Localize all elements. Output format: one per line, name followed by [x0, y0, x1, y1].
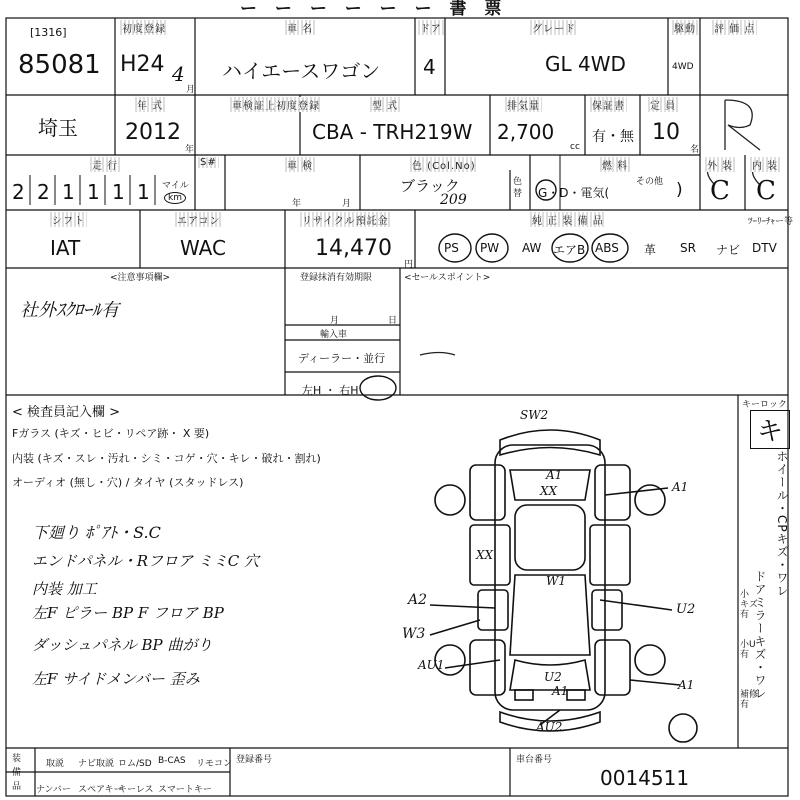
label-grade: グレード [530, 20, 578, 35]
label-warranty: 保証書 [590, 97, 627, 112]
footer-cell: キーレス [118, 785, 154, 795]
odo-digit: 1 [87, 180, 100, 204]
sales-label: <セールスポイント> [404, 273, 491, 283]
diagram-mark: A1 [552, 684, 569, 698]
reg-month: 4 [172, 62, 185, 86]
inspector-line3: オーディオ (無し・穴) / タイヤ (スタッドレス) [12, 476, 244, 489]
label-shift: シフト [50, 212, 87, 227]
caution-text: 社外ｽｸﾛｰﾙ有 [20, 300, 119, 321]
label-interior: 内 装 [750, 157, 780, 172]
recycle-val: 14,470 [315, 236, 392, 261]
fuel-options: G・D・電気( [538, 186, 610, 200]
odo-digit: 2 [37, 180, 50, 204]
diagram-mark: AU1 [418, 658, 445, 672]
equip-ps: PS [444, 241, 459, 255]
label-drive: 駆動 [672, 20, 698, 35]
diagram-mark: AU2 [536, 720, 563, 734]
footer-left-label: 装備品 [12, 754, 22, 792]
label-aircon: エアコン [175, 212, 223, 227]
label-fuel: 燃 料 [600, 157, 630, 172]
label-displacement: 排気量 [505, 97, 542, 112]
odo-digit: 1 [62, 180, 75, 204]
reg-day: 日 [388, 316, 398, 326]
mileage-unit: マイル [162, 181, 189, 191]
color-no: 209 [440, 192, 467, 208]
chassis-number: 0014511 [600, 766, 690, 790]
equip-sr: SR [680, 241, 696, 255]
label-door: ドア [418, 20, 444, 35]
recycle-unit: 円 [404, 260, 414, 270]
lot-number: 85081 [18, 50, 101, 80]
import-label: 輸入車 [320, 330, 348, 340]
steering-opt: 左H ・ 右H [302, 384, 359, 397]
diagram-mark: U2 [676, 602, 696, 617]
label-capacity: 定 員 [648, 97, 678, 112]
footer-cell: ロム/SD [118, 759, 152, 769]
car-name: ハイエースワゴン [222, 59, 381, 83]
fuel-close: ) [676, 180, 683, 200]
diagram-mark: XX [540, 484, 558, 498]
month-unit: 月 [186, 85, 196, 95]
mileage-km: km [164, 192, 186, 204]
reg-month: 月 [330, 316, 340, 326]
hand-note: 左F サイドメンバー 歪み [32, 670, 200, 688]
equip-navi: ナビ [716, 243, 741, 257]
equip-dtv: DTV [752, 241, 777, 255]
sub-note-1: 小キズ有 [740, 590, 758, 620]
inspector-line2: 内装 (キズ・スレ・汚れ・シミ・コゲ・穴・キレ・破れ・割れ) [12, 452, 321, 465]
footer-cell: ナビ取説 [78, 759, 115, 769]
cc-unit: cc [570, 142, 580, 152]
color-change: 色替 [513, 177, 523, 199]
equip-airbag: エアB [553, 243, 586, 257]
equip-pw: PW [480, 241, 500, 255]
key-mark: キ [750, 410, 790, 449]
insp-month: 月 [342, 199, 352, 209]
inspector-title: < 検査員記入欄 > [12, 405, 121, 420]
vertical-note-2: ドアミラーキズ・ワレ [753, 570, 767, 700]
hand-note: 下廻り ﾎﾟｱﾄ・S.C [32, 523, 161, 542]
footer-cell: リモコン [196, 759, 233, 769]
year-unit: 年 [185, 145, 195, 155]
vertical-note-1: ホイール・CPキズ・ワレ [775, 450, 789, 598]
label-recycle: リサイクル預託金 [300, 212, 391, 227]
diagram-mark: A1 [672, 480, 689, 494]
label-inspection: 車 検 [285, 157, 315, 172]
inspector-line1: Fガラス (キズ・ヒビ・リペア跡・ X 要) [12, 427, 210, 440]
warranty-opts: 有・無 [592, 129, 634, 145]
diagram-mark: A2 [408, 592, 428, 608]
insp-year: 年 [292, 199, 302, 209]
equip-abs: ABS [595, 241, 619, 255]
area: 埼玉 [38, 116, 78, 140]
footer-cell: ナンバー [36, 785, 71, 795]
hand-note: 内装 加工 [32, 580, 97, 598]
diagram-mark: U2 [544, 670, 562, 684]
dealer-opt: ディーラー・並行 [298, 352, 386, 365]
equip-aw: AW [522, 241, 542, 255]
label-reg-note: 車検証上初度登録 [230, 97, 322, 112]
equip-leather: 革 [644, 243, 657, 257]
footer-cell: スマートキー [158, 785, 212, 795]
diagram-mark: SW2 [520, 408, 549, 422]
reg-expire-label: 登録抹消有効期限 [300, 273, 373, 283]
displacement: 2,700 [497, 120, 555, 144]
reg-era: H24 [120, 52, 165, 77]
label-exterior: 外 装 [705, 157, 735, 172]
hand-note: エンドパネル・Rフロア ミミC 穴 [32, 552, 260, 570]
footer-cell: 取説 [46, 759, 65, 769]
hand-note: 左F ピラー BP F フロア BP [32, 604, 224, 622]
sheet-title: ー ー ー ー ー ー 書 票 [240, 0, 508, 19]
capacity-unit: 名 [690, 145, 700, 155]
sub-note-3: 補修有 [740, 690, 759, 710]
diagram-mark: W3 [402, 626, 426, 642]
rating [722, 88, 723, 89]
model-code: CBA - TRH219W [312, 120, 473, 144]
footer-cell: B-CAS [158, 756, 186, 766]
lot-small: [1316] [30, 26, 67, 39]
label-first-reg: 初度登録 [120, 20, 168, 35]
footer-cell: スペアキー [78, 785, 123, 795]
label-color: 色 (Col.No) [410, 157, 478, 172]
caution-label: <注意事項欄> [110, 273, 171, 283]
fuel-other: その他 [636, 177, 664, 187]
diagram-mark: A1 [678, 678, 695, 692]
grade: GL 4WD [545, 52, 626, 76]
label-touring: ﾂｰﾘｰﾁｬー等 [748, 217, 794, 227]
aircon-val: WAC [180, 236, 226, 260]
odo-digit: 1 [112, 180, 125, 204]
color-name: ブラック [400, 177, 460, 195]
label-year: 年 式 [135, 97, 165, 112]
doors: 4 [423, 55, 436, 79]
diagram-mark: A1 [546, 468, 563, 482]
interior-grade: C [756, 176, 776, 206]
year-model: 2012 [125, 120, 181, 145]
label-mileage: 走 行 [90, 157, 120, 172]
odo-digit: 1 [137, 180, 150, 204]
odo-digit: 2 [12, 180, 25, 204]
reg-number-label: 登録番号 [236, 755, 273, 765]
capacity: 10 [652, 120, 680, 145]
key-label: キーロック [742, 400, 787, 410]
label-car-name: 車 名 [285, 20, 315, 35]
shift-val: IAT [50, 236, 81, 260]
label-rating: 評 価 点 [712, 20, 757, 35]
sub-note-2: 小U有 [740, 640, 756, 660]
diagram-mark: W1 [546, 574, 566, 588]
label-equipment: 純 正 装 備 品 [530, 212, 606, 227]
hand-note: ダッシュパネル BP 曲がり [32, 636, 213, 654]
label-model: 型 式 [370, 97, 400, 112]
chassis-label: 車台番号 [516, 755, 553, 765]
drive: 4WD [672, 62, 694, 72]
exterior-grade: C [710, 176, 730, 206]
diagram-mark: XX [476, 548, 494, 562]
sharp-mark: S# [200, 157, 217, 168]
